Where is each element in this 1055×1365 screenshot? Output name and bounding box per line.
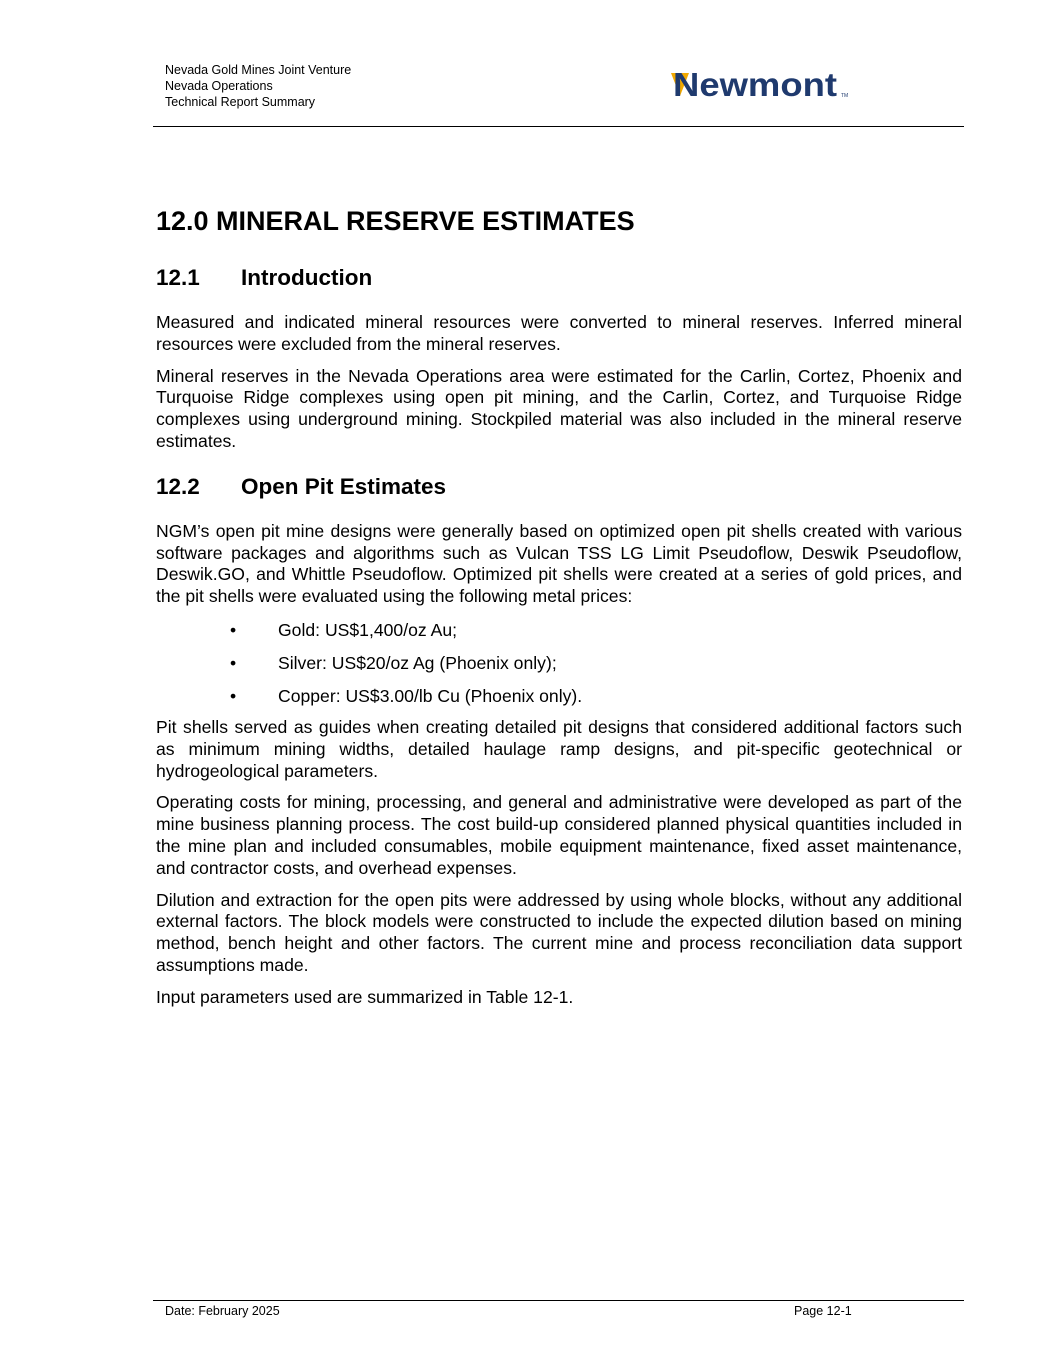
header-line-company: Nevada Gold Mines Joint Venture <box>165 63 352 77</box>
paragraph: Dilution and extraction for the open pits were addressed by using whole blocks, without any additional external factors. The block models were constructed to include the expected dilution based on mining method, bench height and other factors. The current mine and process reconciliation data support assumptions made. <box>156 889 962 975</box>
section-heading-open-pit <box>156 473 962 501</box>
bullet-icon: • <box>230 685 237 706</box>
section-number: 12.2 <box>156 473 200 499</box>
document-header <box>165 62 351 110</box>
footer-date: Date: February 2025 <box>165 1304 280 1318</box>
page-number: Page 12-1 <box>794 1304 852 1318</box>
paragraph: Pit shells served as guides when creating detailed pit designs that considered additional factors such as minimum mining widths, detailed haulage ramp designs, and pit-specific geotechnical or hydrogeological parameters. <box>156 716 962 781</box>
header-line-operations: Nevada Operations <box>165 79 273 93</box>
logo-trademark: TM <box>841 93 849 99</box>
paragraph: Measured and indicated mineral resources were converted to mineral reserves. Inferred mineral resources were excluded from the mineral reserves. <box>156 312 962 354</box>
logo-wordmark: Newmont <box>673 66 838 103</box>
section-number: 12.1 <box>156 265 200 290</box>
section-title: Open Pit Estimates <box>241 473 447 499</box>
list-item <box>156 619 962 641</box>
footer-divider <box>153 1300 964 1301</box>
newmont-logo <box>669 66 859 106</box>
list-item <box>156 685 962 707</box>
paragraph: Operating costs for mining, processing, and general and administrative were developed as part of the mine business planning process. The cost build-up considered planned physical quantities included in the mine plan and included consumables, mobile equipment maintenance, fixed asset maintenance, and contractor costs, and overhead expenses. <box>156 792 962 878</box>
section-heading-introduction <box>156 264 962 292</box>
bullet-icon: • <box>230 652 237 673</box>
paragraph: NGM’s open pit mine designs were generally based on optimized open pit shells created with various software packages and algorithms such as Vulcan TSS LG Limit Pseudoflow, Deswik Pseudoflow, Deswik.GO, and Whittle Pseudoflow. Optimized pit shells were created at a series of gold prices, and the pit shells were evaluated using the following metal prices: <box>156 520 962 607</box>
chapter-title: 12.0 MINERAL RESERVE ESTIMATES <box>156 206 635 236</box>
list-item-text: Gold: US$1,400/oz Au; <box>278 619 457 640</box>
section-title: Introduction <box>241 265 373 290</box>
paragraph: Mineral reserves in the Nevada Operations area were estimated for the Carlin, Cortez, Phoenix and Turquoise Ridge complexes using open pit mining, and the Carlin, Cortez, and Turquoise Ridge complexes using underground mining. Stockpiled material was also included in the mineral reserve estimates. <box>156 365 962 451</box>
paragraph: Input parameters used are summarized in Table 12-1. <box>156 986 574 1007</box>
header-line-report: Technical Report Summary <box>165 95 316 109</box>
header-divider <box>153 126 964 127</box>
bullet-icon: • <box>230 619 237 640</box>
list-item-text: Copper: US$3.00/lb Cu (Phoenix only). <box>278 685 583 706</box>
metal-price-list <box>156 619 962 707</box>
document-body <box>156 204 962 1009</box>
list-item <box>156 652 962 674</box>
list-item-text: Silver: US$20/oz Ag (Phoenix only); <box>278 652 557 673</box>
